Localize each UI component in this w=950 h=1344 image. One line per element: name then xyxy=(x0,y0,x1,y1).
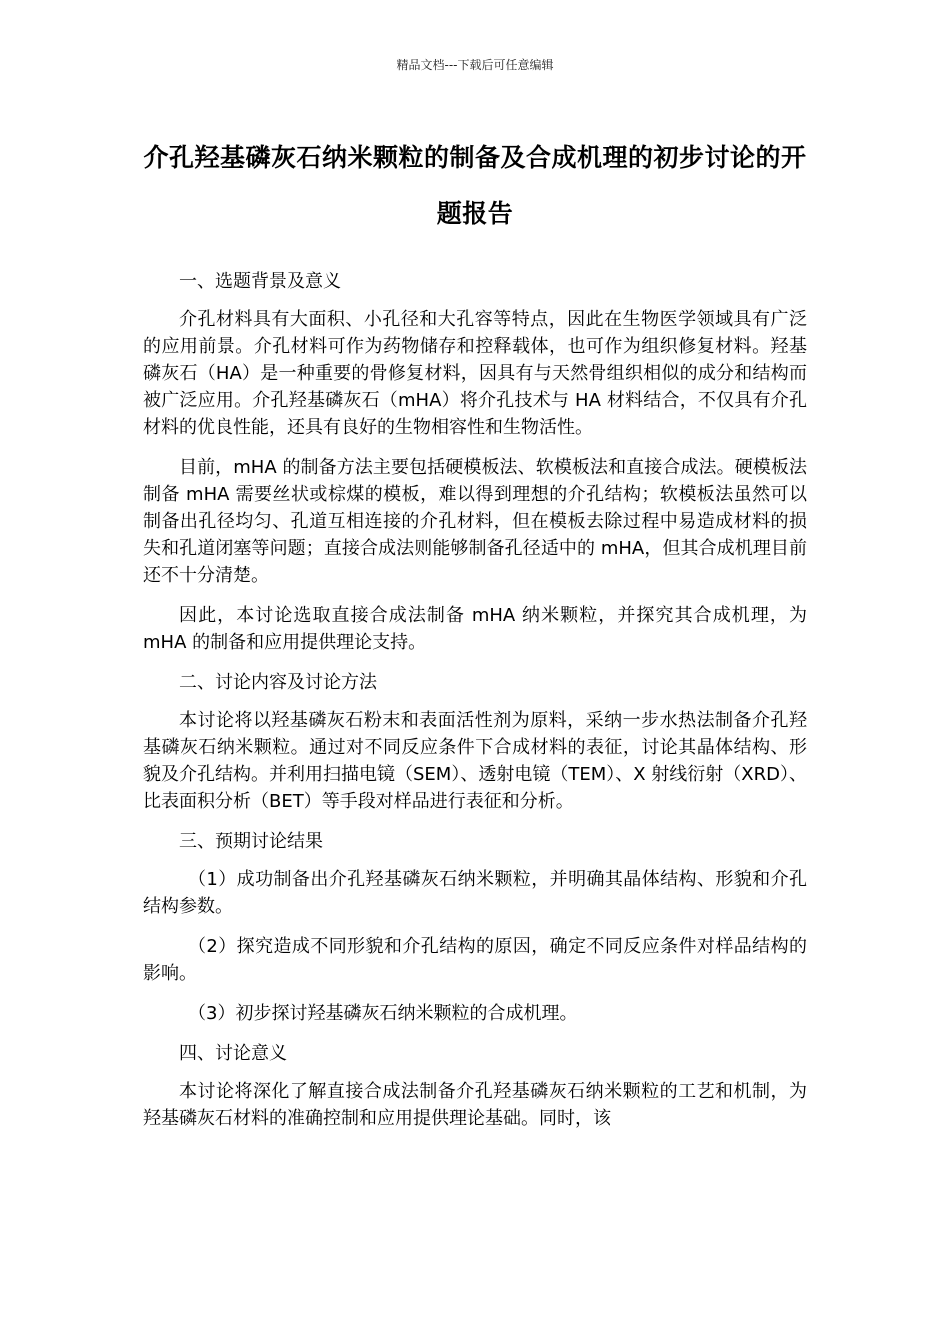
section-heading-background: 一、选题背景及意义 xyxy=(179,271,341,292)
section-heading-methods: 二、讨论内容及讨论方法 xyxy=(179,672,377,693)
header-note: 精品文档---下载后可任意编辑 xyxy=(396,58,554,72)
section-heading-expected-results: 三、预期讨论结果 xyxy=(179,831,323,852)
document-body xyxy=(143,268,807,1145)
paragraph: 目前，mHA 的制备方法主要包括硬模板法、软模板法和直接合成法。硬模板法制备 mHA 需要丝状或棕煤的模板，难以得到理想的介孔结构；软模板法虽然可以制备出孔径均匀、孔道互相连接的介孔材料，但在模板去除过程中易造成材料的损失和孔道闭塞等问题；直接合成法则能够制备孔径适中的 mHA，但其合成机理目前还不十分清楚。 xyxy=(143,457,807,586)
section-heading-significance: 四、讨论意义 xyxy=(179,1043,287,1064)
result-item: （3）初步探讨羟基磷灰石纳米颗粒的合成机理。 xyxy=(188,1003,578,1024)
document-title: 介孔羟基磷灰石纳米颗粒的制备及合成机理的初步讨论的开题报告 xyxy=(143,143,807,228)
result-item: （1）成功制备出介孔羟基磷灰石纳米颗粒，并明确其晶体结构、形貌和介孔结构参数。 xyxy=(143,869,807,917)
result-item: （2）探究造成不同形貌和介孔结构的原因，确定不同反应条件对样品结构的影响。 xyxy=(143,936,807,984)
paragraph: 介孔材料具有大面积、小孔径和大孔容等特点，因此在生物医学领域具有广泛的应用前景。介孔材料可作为药物储存和控释载体，也可作为组织修复材料。羟基磷灰石（HA）是一种重要的骨修复材料，因具有与天然骨组织相似的成分和结构而被广泛应用。介孔羟基磷灰石（mHA）将介孔技术与 HA 材料结合，不仅具有介孔材料的优良性能，还具有良好的生物相容性和生物活性。 xyxy=(143,309,807,438)
paragraph: 本讨论将以羟基磷灰石粉末和表面活性剂为原料，采纳一步水热法制备介孔羟基磷灰石纳米颗粒。通过对不同反应条件下合成材料的表征，讨论其晶体结构、形貌及介孔结构。并利用扫描电镜（SEM）、透射电镜（TEM）、X 射线衍射（XRD）、比表面积分析（BET）等手段对样品进行表征和分析。 xyxy=(143,710,807,812)
paragraph: 因此，本讨论选取直接合成法制备 mHA 纳米颗粒，并探究其合成机理，为 mHA 的制备和应用提供理论支持。 xyxy=(143,605,807,653)
paragraph: 本讨论将深化了解直接合成法制备介孔羟基磷灰石纳米颗粒的工艺和机制，为羟基磷灰石材料的准确控制和应用提供理论基础。同时，该 xyxy=(143,1081,807,1129)
